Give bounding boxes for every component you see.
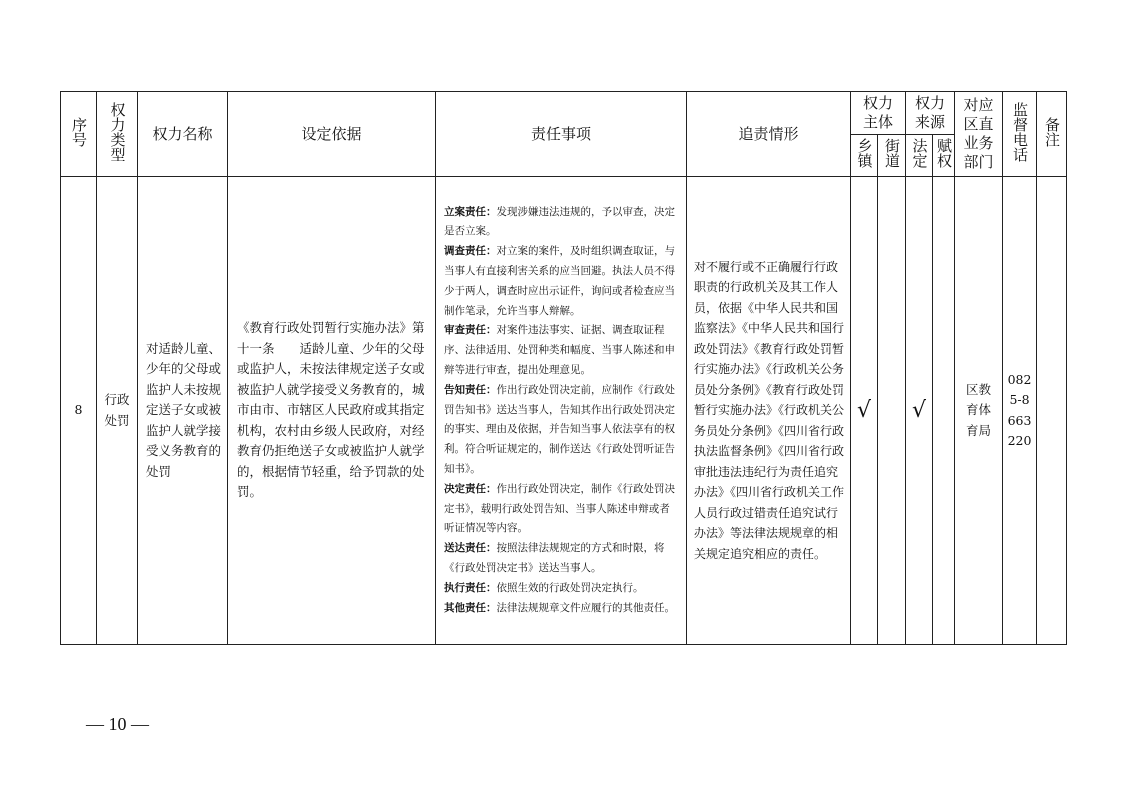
- row-legal-check: √: [906, 177, 933, 645]
- row-dept: 区教育体育局: [955, 177, 1003, 645]
- responsibility-item: 审查责任：对案件违法事实、证据、调查取证程序、法律适用、处罚种类和幅度、当事人陈述和申辩等进行审查，提出处理意见。: [444, 324, 675, 376]
- row-grant-check: [933, 177, 955, 645]
- responsibility-item: 告知责任：作出行政处罚决定前，应制作《行政处罚告知书》送达当事人，告知其作出行政处罚决定的事实、理由及依据，并告知当事人依法享有的权利。符合听证规定的，制作送达《行政处罚听证告知书》。: [444, 383, 675, 475]
- row-power-name: 对适龄儿童、少年的父母或监护人未按规定送子女或被监护人就学接受义务教育的处罚: [138, 177, 228, 645]
- row-accountability: 对不履行或不正确履行行政职责的行政机关及其工作人员，依据《中华人民共和国监察法》《中华人民共和国行政处罚法》《教育行政处罚暂行实施办法》《行政机关公务员处分条例》《教育行政处罚暂行实施办法》《行政机关公务员处分条例》《四川省行政执法监督条例》《四川省行政审批违法违纪行为责任追究办法》《四川省行政机关工作人员行政过错责任追究试行办法》等法律法规规章的相关规定追究相应的责任。: [687, 177, 851, 645]
- row-town-check: √: [851, 177, 878, 645]
- header-basis: 设定依据: [228, 92, 436, 177]
- responsibility-item: 调查责任：对立案的案件，及时组织调查取证，与当事人有直接利害关系的应当回避。执法人员不得少于两人，调查时应出示证件，询问或者检查应当制作笔录，允许当事人辩解。: [444, 245, 675, 317]
- header-source-grant: 赋权: [933, 135, 955, 177]
- header-remark: 备注: [1037, 92, 1067, 177]
- responsibility-item: 立案责任：发现涉嫌违法违规的，予以审查，决定是否立案。: [444, 205, 675, 238]
- header-source-legal: 法定: [906, 135, 933, 177]
- responsibility-item: 执行责任：依照生效的行政处罚决定执行。: [444, 581, 644, 594]
- page-number: — 10 —: [86, 714, 149, 734]
- header-seq: 序号: [61, 92, 97, 177]
- row-responsibilities: [436, 177, 687, 645]
- responsibility-item: 送达责任：按照法律法规规定的方式和时限，将《行政处罚决定书》送达当事人。: [444, 542, 665, 574]
- header-subject-street: 街道: [878, 135, 906, 177]
- row-remark: [1037, 177, 1067, 645]
- power-list-table: [60, 91, 1067, 645]
- header-dept: 对应区直业务部门: [955, 92, 1003, 177]
- table-row: [61, 177, 1067, 645]
- row-phone: 0825-8663220: [1003, 177, 1037, 645]
- header-subject-town: 乡镇: [851, 135, 878, 177]
- row-power-type: 行政处罚: [97, 177, 138, 645]
- header-subject: 权力主体: [851, 92, 906, 135]
- row-street-check: [878, 177, 906, 645]
- responsibility-item: 其他责任：法律法规规章文件应履行的其他责任。: [444, 601, 675, 614]
- header-responsibility: 责任事项: [436, 92, 687, 177]
- header-power-name: 权力名称: [138, 92, 228, 177]
- header-source: 权力来源: [906, 92, 955, 135]
- row-seq: 8: [61, 177, 97, 645]
- header-accountability: 追责情形: [687, 92, 851, 177]
- header-phone: 监督电话: [1003, 92, 1037, 177]
- header-power-type: 权力类型: [97, 92, 138, 177]
- responsibility-item: 决定责任：作出行政处罚决定，制作《行政处罚决定书》，载明行政处罚告知、当事人陈述申辩或者听证情况等内容。: [444, 482, 675, 535]
- row-basis: 《教育行政处罚暂行实施办法》第十一条 适龄儿童、少年的父母或监护人，未按法律规定送子女或被监护人就学接受义务教育的，城市由市、市辖区人民政府或其指定机构，农村由乡级人民政府，对经教育仍拒绝送子女或被监护人就学的，根据情节轻重，给予罚款的处罚。: [228, 177, 436, 645]
